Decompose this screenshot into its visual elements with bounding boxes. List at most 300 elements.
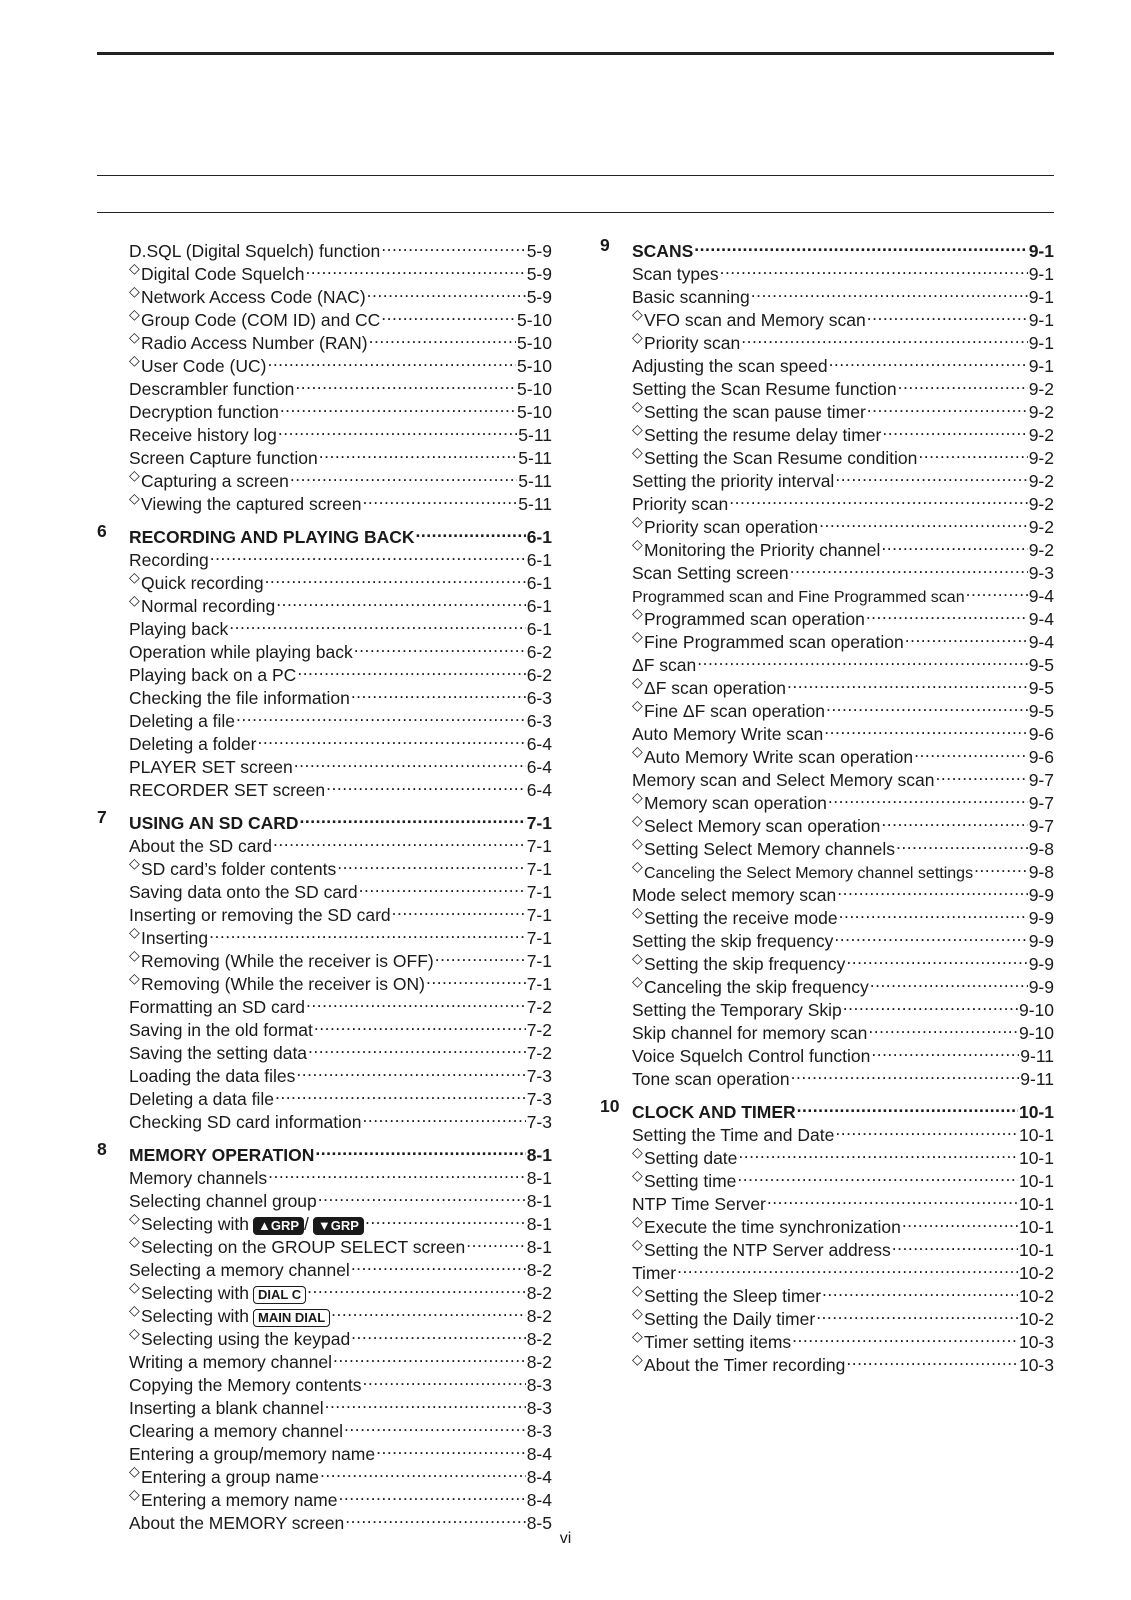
toc-entry[interactable] [97, 1036, 552, 1063]
toc-page-number: 9-2 [1028, 379, 1054, 399]
diamond-bullet-icon: ◇ [632, 605, 643, 621]
toc-entry-title: Setting the Scan Resume condition [644, 448, 918, 468]
dot-leader [331, 1299, 526, 1322]
toc-entry[interactable] [600, 694, 1054, 721]
toc-entry-title: Skip channel for memory scan [632, 1023, 868, 1043]
toc-page-number: 10-2 [1018, 1263, 1054, 1283]
diamond-bullet-icon: ◇ [632, 743, 643, 759]
dot-leader [381, 303, 516, 326]
toc-page-number: 8-3 [526, 1375, 552, 1395]
toc-page-number: 7-1 [526, 882, 552, 902]
toc-entry-title: Selecting a memory channel [129, 1260, 350, 1280]
toc-entry[interactable] [600, 418, 1054, 445]
dot-leader [870, 970, 1028, 993]
toc-entry-title: Playing back on a PC [129, 665, 297, 685]
toc-entry-title: Quick recording [141, 573, 264, 593]
toc-entry-title: Entering a group/memory name [129, 1444, 376, 1464]
toc-entry[interactable] [97, 1105, 552, 1132]
toc-entry-title: Saving in the old format [129, 1020, 313, 1040]
toc-entry[interactable] [97, 1368, 552, 1395]
toc-page-number: 8-2 [526, 1306, 552, 1326]
toc-entry[interactable] [600, 1348, 1054, 1375]
dot-leader [790, 556, 1028, 579]
toc-entry[interactable] [97, 750, 552, 777]
toc-entry[interactable] [97, 487, 552, 514]
toc-entry[interactable] [600, 1164, 1054, 1191]
toc-entry[interactable] [97, 1082, 552, 1109]
dot-leader [365, 1207, 526, 1230]
toc-entry[interactable] [600, 510, 1054, 537]
dot-leader [267, 349, 516, 372]
dot-leader [338, 1483, 525, 1506]
toc-entry-title: Removing (While the receiver is OFF) [141, 951, 434, 971]
dot-leader [835, 464, 1027, 487]
toc-entry-title: Setting the resume delay timer [644, 425, 882, 445]
toc-entry[interactable] [600, 1325, 1054, 1352]
toc-page-number: 10-1 [1018, 1217, 1054, 1237]
diamond-bullet-icon: ◇ [632, 697, 643, 713]
toc-page-number: 9-9 [1028, 977, 1054, 997]
dot-leader [363, 487, 518, 510]
toc-entry[interactable] [600, 1118, 1054, 1145]
toc-entry[interactable] [600, 671, 1054, 698]
toc-entry-title: Formatting an SD card [129, 997, 306, 1017]
toc-entry-title: Voice Squelch Control function [632, 1046, 871, 1066]
toc-entry-title: Timer [632, 1263, 677, 1283]
toc-page-number: 6-1 [526, 619, 552, 639]
toc-entry-title: Fine ΔF scan operation [644, 701, 825, 721]
dot-leader [351, 681, 526, 704]
dot-leader [898, 372, 1028, 395]
toc-entry[interactable] [97, 441, 552, 468]
toc-entry[interactable] [600, 1302, 1054, 1329]
toc-entry[interactable] [600, 349, 1054, 376]
dot-leader [320, 1460, 526, 1483]
key-label-icon: DIAL C [253, 1286, 306, 1304]
toc-entry[interactable] [600, 855, 1054, 882]
toc-entry[interactable] [600, 1256, 1054, 1283]
toc-entry[interactable] [97, 372, 552, 399]
dot-leader [905, 625, 1028, 648]
toc-chapter-entry[interactable] [600, 1095, 1054, 1122]
dot-leader [276, 589, 525, 612]
dot-leader [345, 1506, 525, 1529]
chapter-number: 6 [97, 521, 107, 541]
toc-entry-title: MEMORY OPERATION [129, 1145, 315, 1165]
dot-leader [918, 441, 1027, 464]
toc-page-number: 7-2 [526, 1020, 552, 1040]
dot-leader [935, 763, 1027, 786]
toc-entry[interactable] [600, 1187, 1054, 1214]
toc-entry[interactable] [97, 1299, 552, 1326]
toc-page-number: 9-10 [1018, 1023, 1054, 1043]
toc-entry[interactable] [600, 533, 1054, 560]
toc-entry[interactable] [600, 878, 1054, 905]
toc-entry[interactable] [600, 1039, 1054, 1066]
dot-leader [280, 395, 516, 418]
toc-entry[interactable] [600, 786, 1054, 813]
toc-entry-title: VFO scan and Memory scan [644, 310, 866, 330]
dot-leader [902, 1210, 1018, 1233]
dot-leader [273, 829, 526, 852]
dot-leader [835, 1118, 1018, 1141]
toc-entry-title: Fine Programmed scan operation [644, 632, 904, 652]
toc-entry-title: Priority scan operation [644, 517, 819, 537]
toc-entry[interactable] [97, 1230, 552, 1257]
toc-page-number: 5-10 [516, 333, 552, 353]
toc-entry[interactable] [600, 395, 1054, 422]
toc-entry-title: Programmed scan and Fine Programmed scan [632, 589, 965, 606]
toc-entry[interactable] [600, 809, 1054, 836]
toc-entry[interactable] [97, 257, 552, 284]
toc-page-number: 9-5 [1028, 701, 1054, 721]
toc-entry[interactable] [97, 326, 552, 353]
toc-entry[interactable] [600, 556, 1054, 583]
dot-leader [822, 1279, 1018, 1302]
toc-entry-title: RECORDING AND PLAYING BACK [129, 527, 415, 547]
toc-page-number: 6-4 [526, 734, 552, 754]
toc-page-number: 5-10 [516, 402, 552, 422]
toc-page-number: 9-9 [1028, 931, 1054, 951]
toc-chapter-entry[interactable] [97, 1138, 552, 1165]
toc-entry[interactable] [600, 303, 1054, 330]
toc-entry-title: Deleting a folder [129, 734, 257, 754]
toc-entry-title: Digital Code Squelch [141, 264, 305, 284]
dot-leader [376, 1437, 526, 1460]
dot-leader [209, 921, 526, 944]
diamond-bullet-icon: ◇ [129, 855, 140, 871]
toc-entry[interactable] [97, 704, 552, 731]
header-rule-middle [97, 175, 1054, 176]
toc-entry-title: Playing back [129, 619, 229, 639]
toc-entry[interactable] [600, 740, 1054, 767]
toc-entry-title: Priority scan [632, 494, 729, 514]
toc-entry[interactable] [97, 875, 552, 902]
toc-page-number: 8-2 [526, 1260, 552, 1280]
toc-entry[interactable] [600, 1279, 1054, 1306]
toc-entry[interactable] [97, 635, 552, 662]
toc-entry-title: Timer setting items [644, 1332, 792, 1352]
toc-entry[interactable] [600, 257, 1054, 284]
toc-page-number: 9-2 [1028, 402, 1054, 422]
toc-page-number: 7-1 [526, 905, 552, 925]
toc-entry-title: Group Code (COM ID) and CC [141, 310, 381, 330]
toc-entry[interactable] [600, 1062, 1054, 1089]
toc-entry[interactable] [97, 1013, 552, 1040]
toc-page-number: 10-2 [1018, 1286, 1054, 1306]
dot-leader [867, 395, 1028, 418]
toc-entry[interactable] [97, 1460, 552, 1487]
toc-page-number: 8-3 [526, 1398, 552, 1418]
toc-entry[interactable] [97, 829, 552, 856]
toc-entry[interactable] [600, 901, 1054, 928]
dot-leader [791, 1062, 1020, 1085]
toc-entry[interactable] [97, 1345, 552, 1372]
toc-entry-title: Operation while playing back [129, 642, 353, 662]
toc-page-number: 5-10 [516, 379, 552, 399]
toc-entry[interactable] [97, 727, 552, 754]
diamond-bullet-icon: ◇ [632, 1282, 643, 1298]
toc-entry[interactable] [97, 1161, 552, 1188]
toc-entry-title: Clearing a memory channel [129, 1421, 343, 1441]
toc-page-number: 5-9 [526, 287, 552, 307]
toc-entry[interactable] [97, 921, 552, 948]
dot-leader [229, 612, 525, 635]
toc-page-number: 9-2 [1028, 540, 1054, 560]
toc-entry[interactable] [600, 625, 1054, 652]
toc-entry-title: Auto Memory Write scan operation [644, 747, 914, 767]
toc-entry[interactable] [600, 1210, 1054, 1237]
toc-page-number: 9-6 [1028, 747, 1054, 767]
toc-entry[interactable] [97, 1414, 552, 1441]
toc-page-number: 8-1 [526, 1168, 552, 1188]
toc-entry-title: Checking the file information [129, 688, 350, 708]
toc-page-number: 7-1 [526, 813, 552, 833]
toc-entry[interactable] [97, 418, 552, 445]
toc-entry[interactable] [97, 612, 552, 639]
toc-entry[interactable] [97, 566, 552, 593]
diamond-bullet-icon: ◇ [632, 904, 643, 920]
toc-entry[interactable] [97, 944, 552, 971]
toc-page-number: 8-4 [526, 1467, 552, 1487]
toc-entry[interactable] [97, 1437, 552, 1464]
diamond-bullet-icon: ◇ [632, 950, 643, 966]
toc-entry-title: Adjusting the scan speed [632, 356, 828, 376]
diamond-bullet-icon: ◇ [129, 352, 140, 368]
toc-entry[interactable] [600, 970, 1054, 997]
dot-leader [896, 832, 1028, 855]
toc-entry[interactable] [97, 303, 552, 330]
toc-page-number: 5-11 [518, 448, 552, 468]
toc-chapter-entry[interactable] [97, 520, 552, 547]
dot-leader [344, 1414, 526, 1437]
toc-page-number: 8-4 [526, 1490, 552, 1510]
toc-entry-title: Copying the Memory contents [129, 1375, 362, 1395]
toc-page-number: 6-1 [526, 596, 552, 616]
toc-page-number: 8-1 [526, 1237, 552, 1257]
dot-leader [268, 1161, 526, 1184]
dot-leader [416, 520, 526, 543]
dot-leader [720, 257, 1028, 280]
diamond-bullet-icon: ◇ [129, 490, 140, 506]
toc-entry-title: Setting the skip frequency [632, 931, 834, 951]
dot-leader [333, 1345, 526, 1368]
dot-leader [351, 1322, 526, 1345]
toc-page-number: 7-1 [526, 974, 552, 994]
toc-page-number: 10-1 [1018, 1171, 1054, 1191]
toc-entry-title: Canceling the Select Memory channel settings [644, 865, 974, 882]
toc-page-number: 5-9 [526, 241, 552, 261]
toc-page-number: 9-3 [1028, 563, 1054, 583]
toc-entry-title: Setting the Daily timer [644, 1309, 816, 1329]
toc-entry-title: About the MEMORY screen [129, 1513, 345, 1533]
toc-entry-title: Radio Access Number (RAN) [141, 333, 368, 353]
toc-column-left [97, 234, 552, 1533]
toc-entry[interactable] [600, 372, 1054, 399]
dot-leader [314, 1013, 526, 1036]
toc-entry[interactable] [97, 658, 552, 685]
toc-entry[interactable] [97, 1253, 552, 1280]
diamond-bullet-icon: ◇ [129, 970, 140, 986]
toc-page-number: 8-3 [526, 1421, 552, 1441]
toc-page-number: 9-9 [1028, 885, 1054, 905]
toc-entry-title: Setting Select Memory channels [644, 839, 895, 859]
toc-entry-title: Entering a group name [141, 1467, 320, 1487]
toc-entry[interactable] [600, 947, 1054, 974]
toc-entry[interactable] [600, 993, 1054, 1020]
toc-entry[interactable] [97, 1184, 552, 1211]
toc-entry-title: Scan Setting screen [632, 563, 789, 583]
dot-leader [867, 303, 1028, 326]
dot-leader [787, 671, 1028, 694]
dot-leader [871, 1039, 1019, 1062]
toc-entry[interactable] [600, 832, 1054, 859]
toc-entry[interactable] [97, 773, 552, 800]
dot-leader [466, 1230, 525, 1253]
diamond-bullet-icon: ◇ [632, 674, 643, 690]
toc-entry[interactable] [97, 898, 552, 925]
toc-page-number: 8-4 [526, 1444, 552, 1464]
toc-entry[interactable] [600, 717, 1054, 744]
toc-entry[interactable] [97, 967, 552, 994]
toc-entry-title: SD card’s folder contents [141, 859, 337, 879]
toc-entry[interactable] [600, 464, 1054, 491]
toc-entry[interactable] [600, 1016, 1054, 1043]
toc-entry-title: Setting the skip frequency [644, 954, 846, 974]
toc-entry-title: Priority scan [644, 333, 741, 353]
dot-leader [846, 947, 1027, 970]
toc-entry[interactable] [97, 1506, 552, 1533]
toc-entry-title: ΔF scan operation [644, 678, 787, 698]
toc-entry[interactable] [600, 487, 1054, 514]
toc-entry[interactable] [600, 924, 1054, 951]
dot-leader [914, 740, 1028, 763]
toc-chapter-entry[interactable] [97, 806, 552, 833]
toc-entry-title: Canceling the skip frequency [644, 977, 869, 997]
toc-page-number: 7-3 [526, 1066, 552, 1086]
toc-page-number: 6-3 [526, 711, 552, 731]
toc-column-right [600, 234, 1054, 1375]
toc-entry-title: Receive history log [129, 425, 277, 445]
toc-entry[interactable] [97, 395, 552, 422]
toc-entry[interactable] [97, 349, 552, 376]
toc-entry[interactable] [97, 990, 552, 1017]
toc-entry-title: Setting time [644, 1171, 737, 1191]
toc-entry[interactable] [600, 280, 1054, 307]
toc-entry[interactable] [97, 1276, 552, 1303]
toc-page-number: 5-10 [516, 310, 552, 330]
page-number: vi [559, 1530, 572, 1547]
toc-entry-title: User Code (UC) [141, 356, 267, 376]
toc-entry[interactable] [97, 1391, 552, 1418]
dot-leader [275, 1082, 526, 1105]
toc-page-number: 9-2 [1028, 448, 1054, 468]
dot-leader [351, 1253, 526, 1276]
toc-entry-title: Auto Memory Write scan [632, 724, 824, 744]
toc-page-number: 9-1 [1028, 333, 1054, 353]
toc-page-number: 6-1 [526, 550, 552, 570]
toc-entry-line [129, 1105, 552, 1134]
toc-entry[interactable] [600, 602, 1054, 629]
dot-leader [751, 280, 1028, 303]
dot-leader [315, 1138, 525, 1161]
toc-entry[interactable] [97, 1207, 552, 1234]
toc-entry[interactable] [97, 464, 552, 491]
diamond-bullet-icon: ◇ [632, 835, 643, 851]
toc-page-number: 8-1 [526, 1145, 552, 1165]
dot-leader [792, 1325, 1018, 1348]
diamond-bullet-icon: ◇ [129, 329, 140, 345]
toc-entry[interactable] [600, 441, 1054, 468]
dot-leader [819, 510, 1028, 533]
toc-entry[interactable] [97, 543, 552, 570]
toc-entry-title: USING AN SD CARD [129, 813, 299, 833]
dot-leader [278, 418, 517, 441]
dot-leader [816, 1302, 1018, 1325]
toc-page-number: 9-9 [1028, 954, 1054, 974]
toc-entry[interactable] [600, 579, 1054, 606]
toc-entry[interactable] [600, 763, 1054, 790]
diamond-bullet-icon: ◇ [632, 421, 643, 437]
toc-entry-title: Memory scan and Select Memory scan [632, 770, 935, 790]
toc-entry-title: PLAYER SET screen [129, 757, 293, 777]
diamond-bullet-icon: ◇ [632, 1236, 643, 1252]
toc-entry-title: Tone scan operation [632, 1069, 790, 1089]
toc-page-number: 7-2 [526, 1043, 552, 1063]
key-label-icon: ▼GRP [313, 1217, 364, 1235]
toc-entry-title: Inserting a blank channel [129, 1398, 324, 1418]
toc-entry[interactable] [97, 1483, 552, 1510]
toc-entry-title: CLOCK AND TIMER [632, 1102, 796, 1122]
dot-leader [837, 878, 1027, 901]
toc-entry[interactable] [600, 1141, 1054, 1168]
dot-leader [319, 441, 518, 464]
toc-page-number: 5-10 [516, 356, 552, 376]
toc-entry[interactable] [600, 648, 1054, 675]
diamond-bullet-icon: ◇ [632, 513, 643, 529]
toc-page-number: 10-1 [1018, 1148, 1054, 1168]
toc-entry[interactable] [97, 234, 552, 261]
dot-leader [677, 1256, 1018, 1279]
toc-entry[interactable] [600, 1233, 1054, 1260]
toc-entry-title: Decryption function [129, 402, 279, 422]
toc-entry[interactable] [97, 1059, 552, 1086]
toc-page-number: 9-8 [1028, 839, 1054, 859]
key-separator: / [304, 1214, 309, 1234]
dot-leader [326, 773, 526, 796]
toc-entry-line [632, 1062, 1054, 1091]
toc-chapter-entry[interactable] [600, 234, 1054, 261]
toc-entry[interactable] [97, 1322, 552, 1349]
toc-page-number: 5-11 [518, 425, 552, 445]
toc-entry-title: Setting the Time and Date [632, 1125, 835, 1145]
diamond-bullet-icon: ◇ [632, 789, 643, 805]
dot-leader [729, 487, 1027, 510]
toc-entry[interactable] [97, 852, 552, 879]
toc-entry[interactable] [97, 589, 552, 616]
toc-entry[interactable] [97, 681, 552, 708]
toc-entry-title: Setting the Temporary Skip [632, 1000, 842, 1020]
dot-leader [829, 349, 1028, 372]
key-label-icon: ▲GRP [253, 1217, 304, 1235]
dot-leader [367, 280, 526, 303]
toc-entry[interactable] [600, 326, 1054, 353]
toc-entry[interactable] [97, 280, 552, 307]
toc-page-number: 9-2 [1028, 517, 1054, 537]
toc-entry-title: NTP Time Server [632, 1194, 766, 1214]
chapter-number: 10 [600, 1096, 620, 1116]
diamond-bullet-icon: ◇ [129, 592, 140, 608]
